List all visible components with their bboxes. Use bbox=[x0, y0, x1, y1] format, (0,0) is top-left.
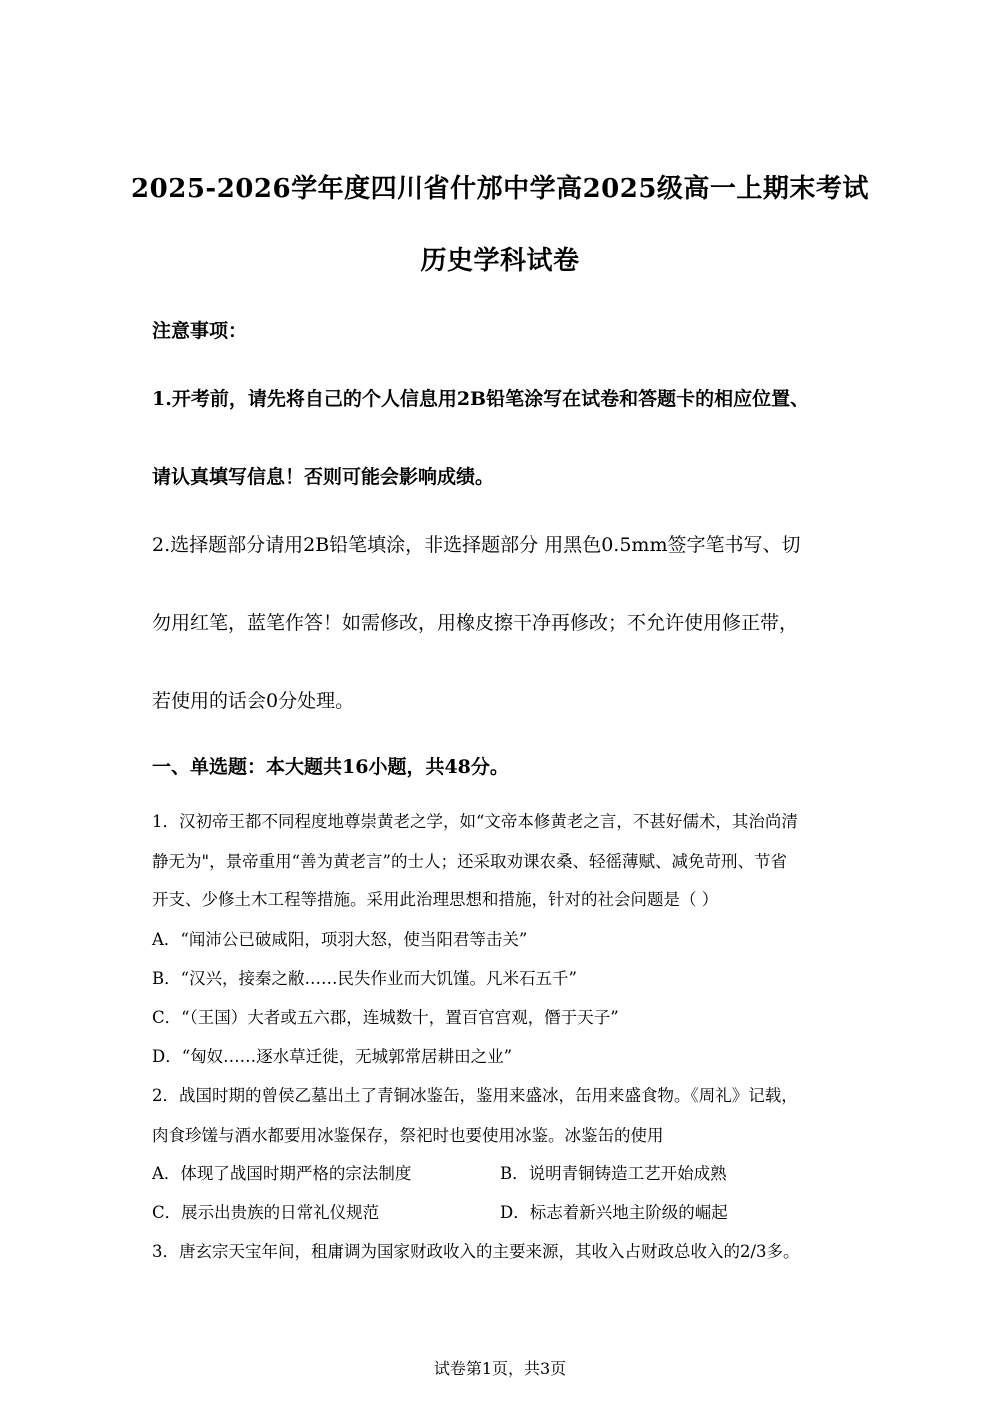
exam-subtitle: 历史学科试卷 bbox=[420, 246, 580, 276]
question-3-stem-line: 3．唐玄宗天宝年间，租庸调为国家财政收入的主要来源，其收入占财政总收入的2/3多。 bbox=[152, 1242, 800, 1261]
question-1-option-d: D．“匈奴……逐水草迁徙，无城郭常居耕田之业” bbox=[152, 1047, 513, 1066]
section-heading: 一、单选题：本大题共16小题，共48分。 bbox=[152, 756, 509, 778]
question-2-option-d: D．标志着新兴地主阶级的崛起 bbox=[500, 1203, 728, 1222]
question-2-option-c: C．展示出贵族的日常礼仪规范 bbox=[152, 1203, 380, 1222]
question-1-stem-line: 静无为"，景帝重用“善为黄老言”的士人；还采取劝课农桑、轻徭薄赋、减免苛刑、节省 bbox=[152, 852, 787, 871]
question-1-option-a: A．“闻沛公已破咸阳，项羽大怒，使当阳君等击关” bbox=[152, 930, 528, 949]
notice-item-2-line-2: 勿用红笔，蓝笔作答！如需修改，用橡皮擦干净再修改；不允许使用修正带， bbox=[152, 612, 799, 634]
exam-title: 2025-2026学年度四川省什邡中学高2025级高一上期末考试 bbox=[131, 174, 869, 204]
notice-item-2-line-1: 2.选择题部分请用2B铅笔填涂，非选择题部分 用黑色0.5mm签字笔书写、切 bbox=[152, 534, 801, 556]
notice-heading: 注意事项： bbox=[152, 320, 248, 342]
question-1-option-c: C．“（王国）大者或五六郡，连城数十，置百官宫观，僭于天子” bbox=[152, 1008, 619, 1027]
question-2-option-b: B．说明青铜铸造工艺开始成熟 bbox=[500, 1164, 727, 1183]
question-2-option-a: A．体现了战国时期严格的宗法制度 bbox=[152, 1164, 412, 1183]
question-1-stem-line: 1．汉初帝王都不同程度地尊崇黄老之学，如“文帝本修黄老之言，不甚好儒术，其治尚清 bbox=[152, 812, 798, 831]
notice-item-1-line-1: 1.开考前，请先将自己的个人信息用2B铅笔涂写在试卷和答题卡的相应位置、 bbox=[152, 388, 810, 410]
page-footer: 试卷第1页，共3页 bbox=[433, 1359, 567, 1378]
notice-item-2-line-3: 若使用的话会0分处理。 bbox=[152, 690, 355, 712]
question-1-option-b: B．“汉兴，接秦之敝……民失作业而大饥馑。凡米石五千” bbox=[152, 969, 577, 988]
question-2-stem-line: 2．战国时期的曾侯乙墓出土了青铜冰鉴缶，鉴用来盛冰，缶用来盛食物。《周礼》记载， bbox=[152, 1086, 798, 1105]
notice-item-1-line-2: 请认真填写信息！否则可能会影响成绩。 bbox=[152, 466, 495, 488]
question-2-stem-line: 肉食珍馐与酒水都要用冰鉴保存，祭祀时也要使用冰鉴。冰鉴缶的使用 bbox=[152, 1126, 664, 1145]
question-1-stem-line: 开支、少修土木工程等措施。采用此治理思想和措施，针对的社会问题是（ ） bbox=[152, 890, 719, 909]
